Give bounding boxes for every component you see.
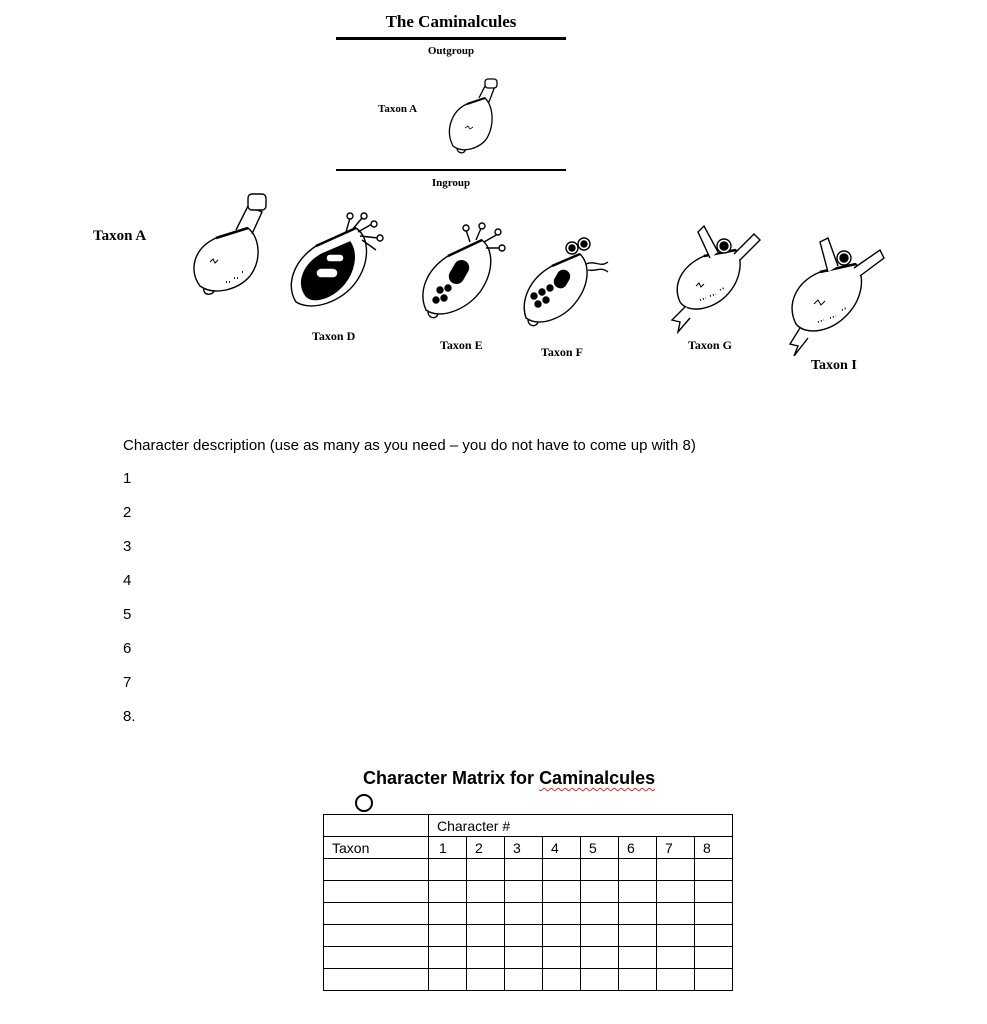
matrix-cell[interactable] [505,881,543,903]
matrix-cell[interactable] [324,903,429,925]
character-number-header: Character # [429,815,733,837]
matrix-cell[interactable] [429,969,467,991]
matrix-cell[interactable] [324,859,429,881]
matrix-row [324,903,733,925]
taxon-i-label: Taxon I [811,358,857,373]
matrix-cell[interactable] [324,947,429,969]
matrix-cell[interactable] [467,969,505,991]
matrix-cell[interactable] [657,903,695,925]
matrix-cell[interactable] [695,903,733,925]
matrix-cell[interactable] [505,947,543,969]
matrix-cell[interactable] [619,947,657,969]
matrix-cell[interactable] [695,859,733,881]
matrix-cell[interactable] [543,859,581,881]
taxon-g-label: Taxon G [688,338,732,352]
matrix-cell[interactable] [581,925,619,947]
column-header-7: 7 [657,837,695,859]
column-header-2: 2 [467,837,505,859]
matrix-cell[interactable] [543,925,581,947]
column-header-5: 5 [581,837,619,859]
circle-mark [355,794,373,812]
description-number-1: 1 [123,470,132,487]
taxon-d-drawing [286,206,396,316]
taxon-f-label: Taxon F [541,345,583,359]
matrix-cell[interactable] [657,859,695,881]
matrix-cell[interactable] [619,859,657,881]
matrix-cell[interactable] [657,881,695,903]
matrix-row [324,881,733,903]
column-header-8: 8 [695,837,733,859]
title-rule [336,37,566,40]
matrix-cell[interactable] [429,903,467,925]
taxon-a-drawing [186,190,276,300]
matrix-header-row-2 [324,837,733,859]
matrix-cell[interactable] [543,903,581,925]
matrix-cell[interactable] [695,925,733,947]
taxon-column-header: Taxon [324,837,429,859]
matrix-cell[interactable] [467,881,505,903]
description-number-8: 8. [123,708,136,725]
ingroup-label: Ingroup [431,177,471,189]
matrix-cell[interactable] [695,947,733,969]
matrix-cell[interactable] [657,947,695,969]
description-number-6: 6 [123,640,132,657]
outgroup-label: Outgroup [427,45,475,57]
taxon-d-label: Taxon D [312,329,356,343]
matrix-cell[interactable] [619,969,657,991]
matrix-cell[interactable] [505,903,543,925]
matrix-cell[interactable] [657,925,695,947]
matrix-cell[interactable] [505,859,543,881]
taxon-i-drawing [780,236,890,356]
matrix-cell[interactable] [581,859,619,881]
matrix-cell[interactable] [429,925,467,947]
description-number-3: 3 [123,538,132,555]
ingroup-rule [336,169,566,171]
matrix-row [324,969,733,991]
matrix-cell[interactable] [619,881,657,903]
outgroup-taxon-label: Taxon A [378,103,418,115]
matrix-cell[interactable] [467,925,505,947]
matrix-title-word: Caminalcules [539,768,656,788]
matrix-cell[interactable] [695,881,733,903]
matrix-cell[interactable] [324,925,429,947]
taxon-e-drawing [418,220,518,325]
column-header-4: 4 [543,837,581,859]
character-description-heading: Character description (use as many as you need – you do not have to come up with 8) [123,437,696,454]
matrix-cell[interactable] [581,947,619,969]
column-header-3: 3 [505,837,543,859]
matrix-title [363,768,655,789]
character-matrix-table [323,814,733,991]
matrix-cell[interactable] [581,881,619,903]
matrix-cell[interactable] [581,969,619,991]
matrix-cell[interactable] [429,947,467,969]
taxon-g-drawing [664,222,764,334]
matrix-cell[interactable] [324,881,429,903]
taxon-e-label: Taxon E [440,338,483,352]
figure-title: The Caminalcules [385,12,517,31]
description-number-7: 7 [123,674,132,691]
matrix-row [324,925,733,947]
matrix-corner-cell [324,815,429,837]
matrix-cell[interactable] [543,969,581,991]
matrix-cell[interactable] [619,925,657,947]
matrix-cell[interactable] [543,881,581,903]
outgroup-taxon-a-drawing [445,76,505,156]
matrix-cell[interactable] [657,969,695,991]
description-number-5: 5 [123,606,132,623]
matrix-cell[interactable] [619,903,657,925]
matrix-row [324,859,733,881]
matrix-row [324,947,733,969]
matrix-cell[interactable] [467,903,505,925]
column-header-6: 6 [619,837,657,859]
matrix-cell[interactable] [467,947,505,969]
matrix-cell[interactable] [505,969,543,991]
description-number-4: 4 [123,572,132,589]
matrix-cell[interactable] [505,925,543,947]
matrix-cell[interactable] [467,859,505,881]
matrix-cell[interactable] [695,969,733,991]
matrix-header-row-1 [324,815,733,837]
matrix-cell[interactable] [324,969,429,991]
matrix-cell[interactable] [543,947,581,969]
matrix-cell[interactable] [429,859,467,881]
ingroup-taxon-a-label: Taxon A [93,228,147,244]
matrix-title-prefix: Character Matrix for [363,768,540,788]
matrix-cell[interactable] [429,881,467,903]
column-header-1: 1 [429,837,467,859]
taxon-f-drawing [520,234,615,329]
description-number-2: 2 [123,504,132,521]
matrix-cell[interactable] [581,903,619,925]
